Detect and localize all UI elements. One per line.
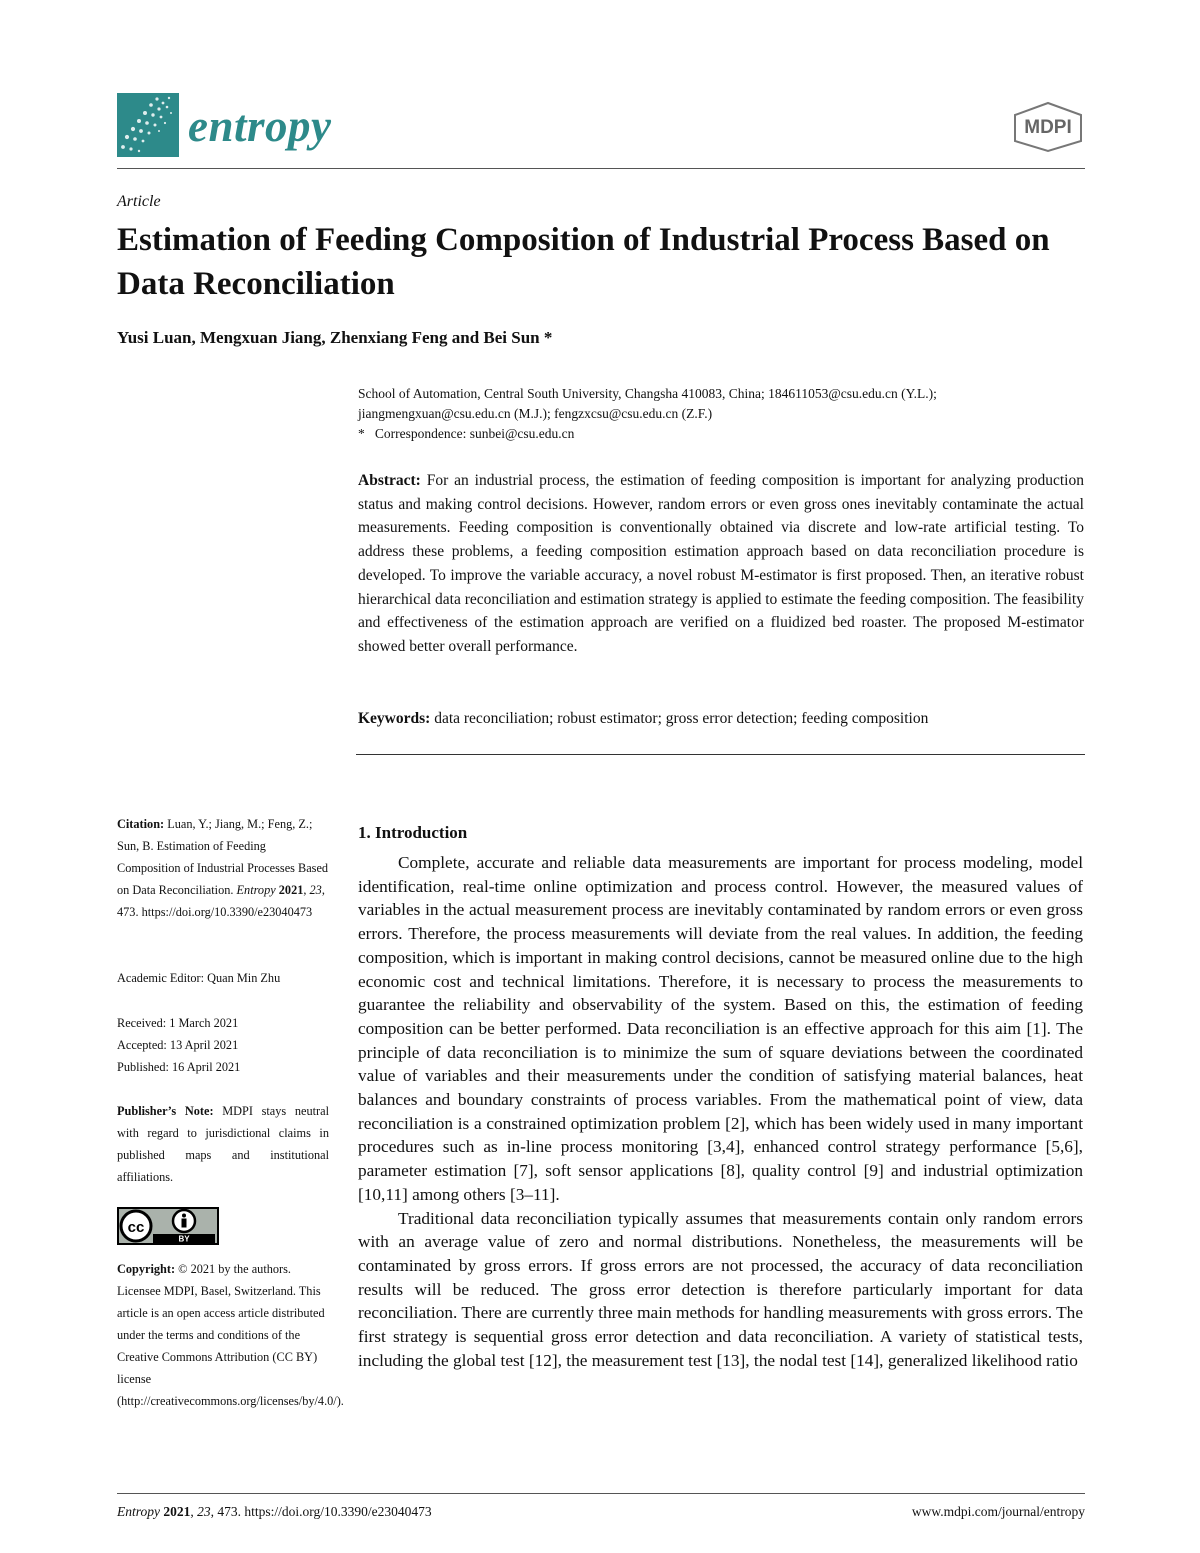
correspondence-email: Correspondence: sunbei@csu.edu.cn xyxy=(374,426,575,441)
citation-label: Citation: xyxy=(117,817,165,831)
abstract xyxy=(358,469,1084,659)
abstract-label: Abstract: xyxy=(358,472,421,489)
keywords-text: data reconciliation; robust estimator; gross error detection; feeding composition xyxy=(434,710,929,727)
abstract-text: For an industrial process, the estimation of feeding composition is important for analyzing production status and making control decisions. However, random errors or even gross ones inevitably contaminate the actual measurements. Feeding composition is conventionally obtained via discrete and low-rate artificial testing. To address these problems, a feeding composition estimation approach based on data reconciliation procedure is developed. To improve the variable accuracy, a novel robust M-estimator is first proposed. Then, an iterative robust hierarchical data reconciliation and estimation strategy is applied to estimate the feeding composition. The feasibility and effectiveness of the estimation approach are verified on a fluidized bed roaster. The proposed M-estimator showed better overall performance. xyxy=(358,472,1084,655)
citation-journal: Entropy xyxy=(236,883,276,897)
cc-by-license-icon[interactable] xyxy=(117,1207,219,1245)
accepted-date: Accepted: 13 April 2021 xyxy=(117,1038,239,1052)
journal-logo-icon xyxy=(117,93,179,157)
keywords-label: Keywords: xyxy=(358,710,431,727)
publisher-note-text: MDPI stays neutral with regard to jurisdictional claims in published maps and institutional affiliations. xyxy=(117,1104,329,1184)
affiliations xyxy=(358,384,1085,444)
cc-badge-label: BY xyxy=(178,1234,190,1244)
paragraph: Complete, accurate and reliable data measurements are important for process modeling, model identification, real-time online optimization and process control. However, the measured values of variables in the actual measurement process are inevitably contaminated by random errors or even gross errors. Therefore, the process measurements will deviate from the real values. In addition, the feeding composition, which is important in making control decisions, cannot be measured online due to the high economic cost and technical limitations. Therefore, it is necessary to process the measurements to guarantee the reliability and observability of the system. Based on this, the estimation of feeding composition can be better performed. Data reconciliation is an effective approach for this aim [1]. The principle of data reconciliation is to minimize the sum of square deviations between the coordinated value of variables and their measurements under the condition of satisfying material balances, heat balances and boundary constraints of process variables. From the mathematical point of view, data reconciliation is a constrained optimization problem [2], which has been widely used in many important procedures such as in-line process monitoring [3,4], enhanced control strategy performance [5,6], parameter estimation [7], soft sensor applications [8], quality control [9] and industrial optimization [10,11] among others [3–11]. xyxy=(358,853,1083,1204)
footer-volume: 23 xyxy=(197,1504,211,1519)
citation-year: 2021 xyxy=(278,883,304,897)
copyright-block xyxy=(117,1258,344,1412)
published-date: Published: 16 April 2021 xyxy=(117,1060,241,1074)
paragraph: Traditional data reconciliation typically assumes that measurements contain only random errors with an average value of zero and normal distributions. Nonetheless, the measurements will be contaminated by gross errors. If gross errors are not processed, the accuracy of data reconciliation results will be reduced. The gross error detection is therefore particularly important for data reconciliation. There are currently three main methods for handling measurements with gross errors. The first strategy is sequential gross error detection and data reconciliation. A variety of statistical tests, including the global test [12], the measurement test [13], the nodal test [14], generalized likelihood ratio xyxy=(358,1208,1083,1370)
academic-editor: Academic Editor: Quan Min Zhu xyxy=(117,971,281,985)
footer-year: 2021 xyxy=(163,1504,191,1519)
body-text xyxy=(358,851,1083,1372)
article-title: Estimation of Feeding Composition of Industrial Process Based on Data Reconciliation xyxy=(117,222,1050,302)
mdpi-logo-icon xyxy=(1012,101,1084,153)
article-type-label: Article xyxy=(117,193,161,210)
journal-name: entropy xyxy=(188,101,332,151)
footer-divider xyxy=(117,1493,1085,1494)
correspondence-line xyxy=(358,424,1085,444)
footer-journal: Entropy xyxy=(117,1504,160,1519)
svg-text:cc: cc xyxy=(127,1219,145,1236)
footer-website-link[interactable]: www.mdpi.com/journal/entropy xyxy=(911,1504,1085,1519)
citation-block: Citation: Luan, Y.; Jiang, M.; Feng, Z.; Sun, B. Estimation of Feeding Composition of Industrial Processes Based on Data Reconciliation. Entropy 2021, 23, 473. https://doi.org/10.3390/e23040473 xyxy=(117,817,329,919)
received-date: Received: 1 March 2021 xyxy=(117,1016,239,1030)
section-heading: 1. Introduction xyxy=(358,823,468,842)
citation-text: Luan, Y.; Jiang, M.; Feng, Z.; Sun, B. Estimation of Feeding Composition of Industrial Processes Based on Data Reconciliation. xyxy=(117,817,329,897)
author-list: Yusi Luan, Mengxuan Jiang, Zhenxiang Feng and Bei Sun * xyxy=(117,328,553,347)
affiliation-line: jiangmengxuan@csu.edu.cn (M.J.); fengzxcsu@csu.edu.cn (Z.F.) xyxy=(358,406,713,421)
citation-doi-link[interactable]: https://doi.org/10.3390/e23040473 xyxy=(141,905,313,919)
mdpi-logo-text: MDPI xyxy=(1024,117,1072,138)
abstract-divider xyxy=(356,754,1085,755)
affiliation-line: School of Automation, Central South University, Changsha 410083, China; 184611053@csu.edu.cn (Y.L.); xyxy=(358,386,937,401)
correspondence-marker: * xyxy=(358,426,365,441)
footer-doi[interactable]: , 473. https://doi.org/10.3390/e23040473 xyxy=(210,1504,432,1519)
footer-citation: Entropy 2021, 23, 473. https://doi.org/10.3390/e23040473 xyxy=(117,1504,432,1519)
header-divider xyxy=(117,168,1085,169)
keywords xyxy=(358,707,1084,730)
publisher-note xyxy=(117,1100,329,1188)
publisher-note-label: Publisher’s Note: xyxy=(117,1104,214,1118)
publication-dates xyxy=(117,1012,329,1078)
copyright-text: © 2021 by the authors. Licensee MDPI, Basel, Switzerland. This article is an open access article distributed under the terms and conditions of the Creative Commons Attribution (CC BY) license (http://creativecommons.org/licenses/by/4.0/). xyxy=(117,1262,344,1408)
copyright-label: Copyright: xyxy=(117,1262,176,1276)
citation-volume: 23 xyxy=(309,883,322,897)
citation-pages: , 473. xyxy=(117,883,325,919)
